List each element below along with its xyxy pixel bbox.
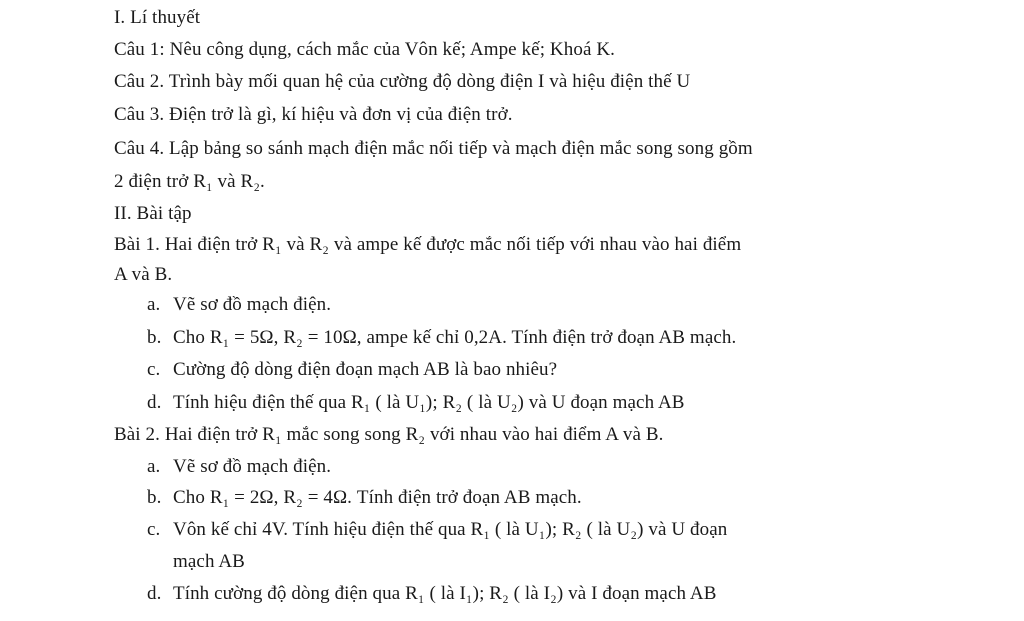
exercise-2-item-d bbox=[147, 582, 717, 606]
item-marker: d. bbox=[147, 392, 162, 413]
exercise-2-item-c bbox=[147, 518, 727, 542]
question-4-line-1: Câu 4. Lập bảng so sánh mạch điện mắc nối tiếp và mạch điện mắc song song gồm bbox=[114, 138, 753, 159]
exercises-heading: II. Bài tập bbox=[114, 203, 192, 224]
exercise-1-item-b bbox=[147, 326, 736, 350]
item-text: mạch AB bbox=[173, 551, 245, 572]
exercise-1-line-2: A và B. bbox=[114, 264, 173, 285]
question-1: Câu 1: Nêu công dụng, cách mắc của Vôn kế; Ampe kế; Khoá K. bbox=[114, 39, 615, 60]
item-text: Vôn kế chỉ 4V. Tính hiệu điện thế qua R₁ ( là U₁); R₂ ( là U₂) và U đoạn bbox=[173, 519, 728, 540]
item-marker: c. bbox=[147, 359, 161, 380]
item-marker: d. bbox=[147, 583, 162, 604]
item-text: Vẽ sơ đồ mạch điện. bbox=[173, 456, 332, 477]
exercise-1-line-1: Bài 1. Hai điện trở R₁ và R₂ và ampe kế được mắc nối tiếp với nhau vào hai điểm bbox=[114, 234, 742, 255]
item-text: Cường độ dòng điện đoạn mạch AB là bao nhiêu? bbox=[173, 359, 558, 380]
theory-heading: I. Lí thuyết bbox=[114, 7, 201, 28]
question-3: Câu 3. Điện trở là gì, kí hiệu và đơn vị của điện trở. bbox=[114, 104, 513, 125]
item-marker: c. bbox=[147, 519, 161, 540]
exercise-2-item-c-continued bbox=[147, 550, 245, 574]
item-text: Cho R₁ = 2Ω, R₂ = 4Ω. Tính điện trở đoạn AB mạch. bbox=[173, 487, 582, 508]
item-marker: b. bbox=[147, 487, 162, 508]
item-marker: a. bbox=[147, 456, 161, 477]
exercise-2-item-a bbox=[147, 455, 331, 479]
question-4-line-2: 2 điện trở R₁ và R₂. bbox=[114, 171, 265, 192]
exercise-2-item-b bbox=[147, 486, 582, 510]
exercise-1-item-c bbox=[147, 358, 557, 382]
item-text: Tính hiệu điện thế qua R₁ ( là U₁); R₂ ( là U₂) và U đoạn mạch AB bbox=[173, 392, 685, 413]
exercise-1-item-d bbox=[147, 391, 685, 415]
item-text: Cho R₁ = 5Ω, R₂ = 10Ω, ampe kế chỉ 0,2A. Tính điện trở đoạn AB mạch. bbox=[173, 327, 737, 348]
item-marker: b. bbox=[147, 327, 162, 348]
exercise-2-line-1: Bài 2. Hai điện trở R₁ mắc song song R₂ với nhau vào hai điểm A và B. bbox=[114, 424, 664, 445]
item-marker: a. bbox=[147, 294, 161, 315]
exercise-1-item-a bbox=[147, 293, 331, 317]
item-text: Tính cường độ dòng điện qua R₁ ( là I₁); R₂ ( là I₂) và I đoạn mạch AB bbox=[173, 583, 717, 604]
item-text: Vẽ sơ đồ mạch điện. bbox=[173, 294, 332, 315]
question-2: Câu 2. Trình bày mối quan hệ của cường độ dòng điện I và hiệu điện thế U bbox=[114, 71, 691, 92]
